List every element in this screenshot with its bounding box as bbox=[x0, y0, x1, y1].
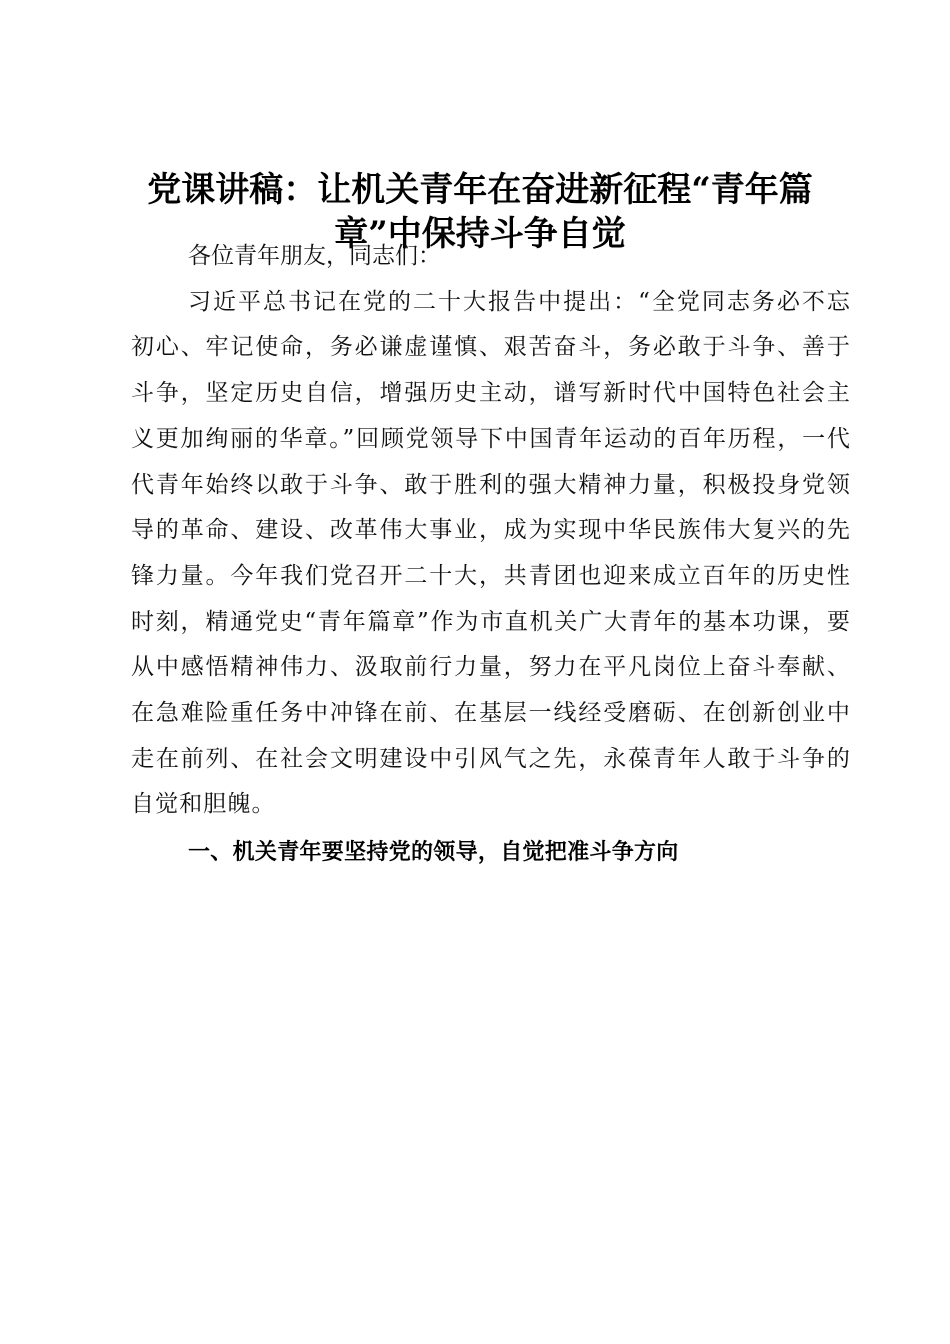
section-heading-1: 一、机关青年要坚持党的领导，自觉把准斗争方向 bbox=[188, 840, 679, 866]
salutation: 各位青年朋友，同志们： bbox=[188, 243, 441, 269]
title-line-1: 党课讲稿：让机关青年在奋进新征程“青年篇 bbox=[147, 170, 813, 210]
title-line-2: 章”中保持斗争自觉 bbox=[334, 214, 626, 254]
document-body bbox=[131, 234, 851, 876]
paragraph-intro: 习近平总书记在党的二十大报告中提出：“全党同志务必不忘初心、牢记使命，务必谦虚谨慎、艰苦奋斗，务必敢于斗争、善于斗争，坚定历史自信，增强历史主动，谱写新时代中国特色社会主义更加绚丽的华章。”回顾党领导下中国青年运动的百年历程，一代代青年始终以敢于斗争、敢于胜利的强大精神力量，积极投身党领导的革命、建设、改革伟大事业，成为实现中华民族伟大复兴的先锋力量。今年我们党召开二十大，共青团也迎来成立百年的历史性时刻，精通党史“青年篇章”作为市直机关广大青年的基本功课，要从中感悟精神伟力、汲取前行力量，努力在平凡岗位上奋斗奉献、在急难险重任务中冲锋在前、在基层一线经受磨砺、在创新创业中走在前列、在社会文明建设中引风气之先，永葆青年人敢于斗争的自觉和胆魄。 bbox=[131, 288, 851, 818]
